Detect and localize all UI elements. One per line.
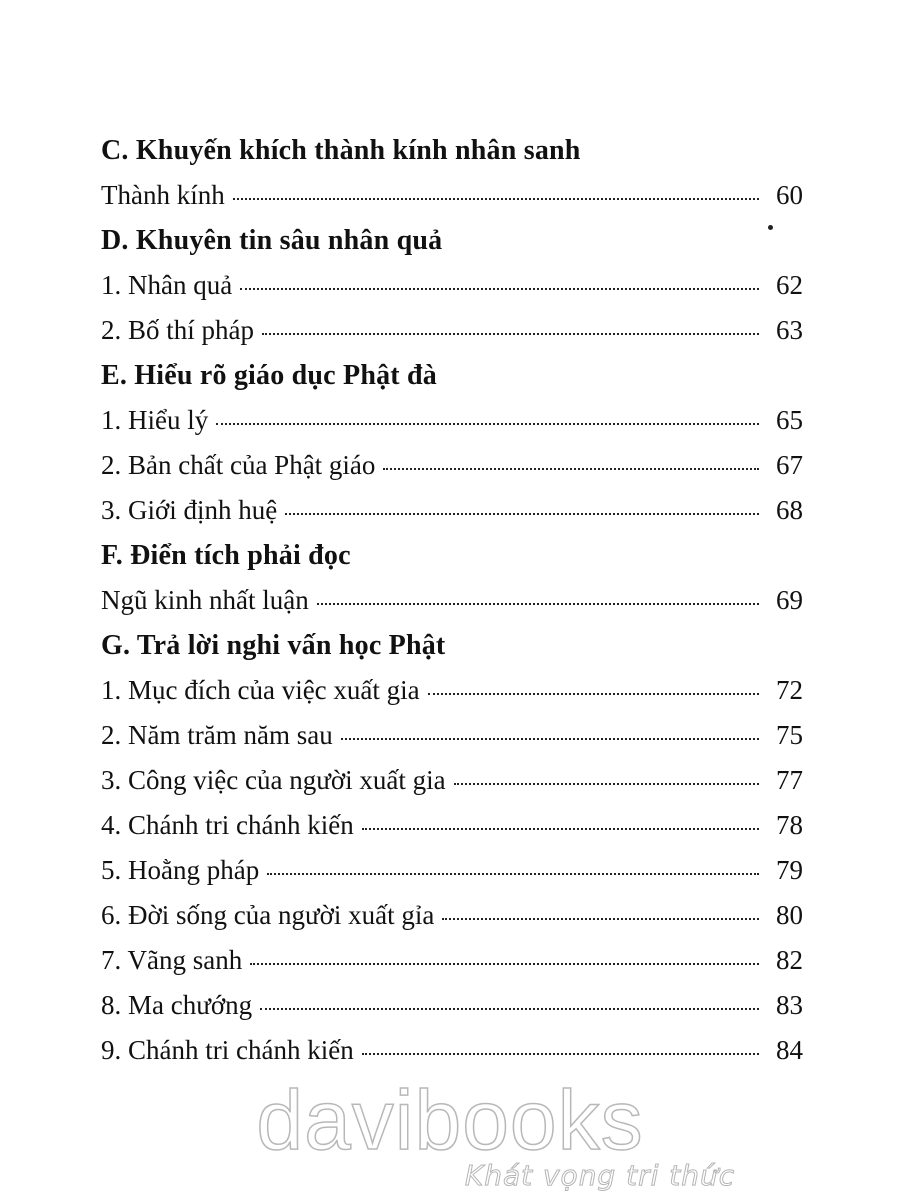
toc-entry-page: 82 xyxy=(776,945,803,975)
toc-entry xyxy=(101,668,803,713)
dot-leader xyxy=(383,468,759,470)
toc-entry xyxy=(101,173,803,218)
toc-entry-page: 83 xyxy=(776,990,803,1020)
toc-entry xyxy=(101,758,803,803)
dot-leader xyxy=(267,873,759,875)
toc-entry-page: 80 xyxy=(776,900,803,930)
toc-entry-page: 77 xyxy=(776,765,803,795)
toc-entry-label: Ngũ kinh nhất luận xyxy=(101,585,309,615)
toc-entry-label: 8. Ma chướng xyxy=(101,990,253,1020)
dot-leader xyxy=(362,828,759,830)
toc-entry-label: 4. Chánh tri chánh kiến xyxy=(101,810,354,840)
toc-entry-page: 78 xyxy=(776,810,803,840)
toc-entry-label: 7. Vãng sanh xyxy=(101,945,243,975)
toc-entry xyxy=(101,488,803,533)
toc-entry xyxy=(101,578,803,623)
toc-entry-page: 84 xyxy=(776,1035,803,1065)
toc-entry-label: 2. Năm trăm năm sau xyxy=(101,720,333,750)
toc-entry-page: 69 xyxy=(776,585,803,615)
stray-dot-mark xyxy=(768,225,773,230)
watermark-brand: davibooks xyxy=(256,1073,644,1167)
section-heading-g: G. Trả lời nghi vấn học Phật xyxy=(101,630,446,661)
toc-entry-label: 1. Mục đích của việc xuất gia xyxy=(101,675,420,705)
dot-leader xyxy=(260,1008,759,1010)
toc-entry xyxy=(101,893,803,938)
toc-entry-page: 62 xyxy=(776,270,803,300)
toc-entry xyxy=(101,263,803,308)
dot-leader xyxy=(428,693,759,695)
toc-entry-label: 1. Hiểu lý xyxy=(101,405,209,435)
toc-entry-page: 60 xyxy=(776,180,803,210)
toc-entry-label: Thành kính xyxy=(101,180,225,210)
toc-entry-page: 63 xyxy=(776,315,803,345)
dot-leader xyxy=(285,513,759,515)
toc-entry-page: 79 xyxy=(776,855,803,885)
toc-entry xyxy=(101,1028,803,1073)
toc-entry xyxy=(101,938,803,983)
dot-leader xyxy=(317,603,759,605)
toc-entry-label: 9. Chánh tri chánh kiến xyxy=(101,1035,354,1065)
toc-entry-label: 1. Nhân quả xyxy=(101,270,233,300)
toc-entry xyxy=(101,398,803,443)
toc-entry-page: 68 xyxy=(776,495,803,525)
toc-entry-label: 2. Bố thí pháp xyxy=(101,315,254,345)
dot-leader xyxy=(454,783,759,785)
dot-leader xyxy=(216,423,759,425)
toc-entry xyxy=(101,713,803,758)
toc-entry-page: 72 xyxy=(776,675,803,705)
toc-entry-label: 3. Giới định huệ xyxy=(101,495,278,525)
toc-entry-label: 6. Đời sống của người xuất gỉa xyxy=(101,900,435,930)
toc-entry-label: 3. Công việc của người xuất gia xyxy=(101,765,446,795)
watermark-tagline: Khát vọng tri thức xyxy=(464,1159,736,1192)
dot-leader xyxy=(250,963,759,965)
section-heading-c: C. Khuyến khích thành kính nhân sanh xyxy=(101,135,581,166)
toc-entry xyxy=(101,308,803,353)
section-heading-e: E. Hiểu rõ giáo dục Phật đà xyxy=(101,360,437,391)
toc-entry xyxy=(101,848,803,893)
toc-entry xyxy=(101,803,803,848)
dot-leader xyxy=(341,738,759,740)
toc-entry xyxy=(101,443,803,488)
section-heading-f: F. Điển tích phải đọc xyxy=(101,540,351,571)
toc-entry xyxy=(101,983,803,1028)
dot-leader xyxy=(362,1053,759,1055)
dot-leader xyxy=(262,333,759,335)
toc-entry-page: 75 xyxy=(776,720,803,750)
toc-entry-page: 67 xyxy=(776,450,803,480)
dot-leader xyxy=(233,198,759,200)
toc-entry-label: 5. Hoằng pháp xyxy=(101,855,260,885)
section-heading-d: D. Khuyên tin sâu nhân quả xyxy=(101,225,443,256)
dot-leader xyxy=(240,288,759,290)
toc-entry-label: 2. Bản chất của Phật giáo xyxy=(101,450,376,480)
dot-leader xyxy=(442,918,759,920)
toc-entry-page: 65 xyxy=(776,405,803,435)
table-of-contents xyxy=(101,128,803,1073)
